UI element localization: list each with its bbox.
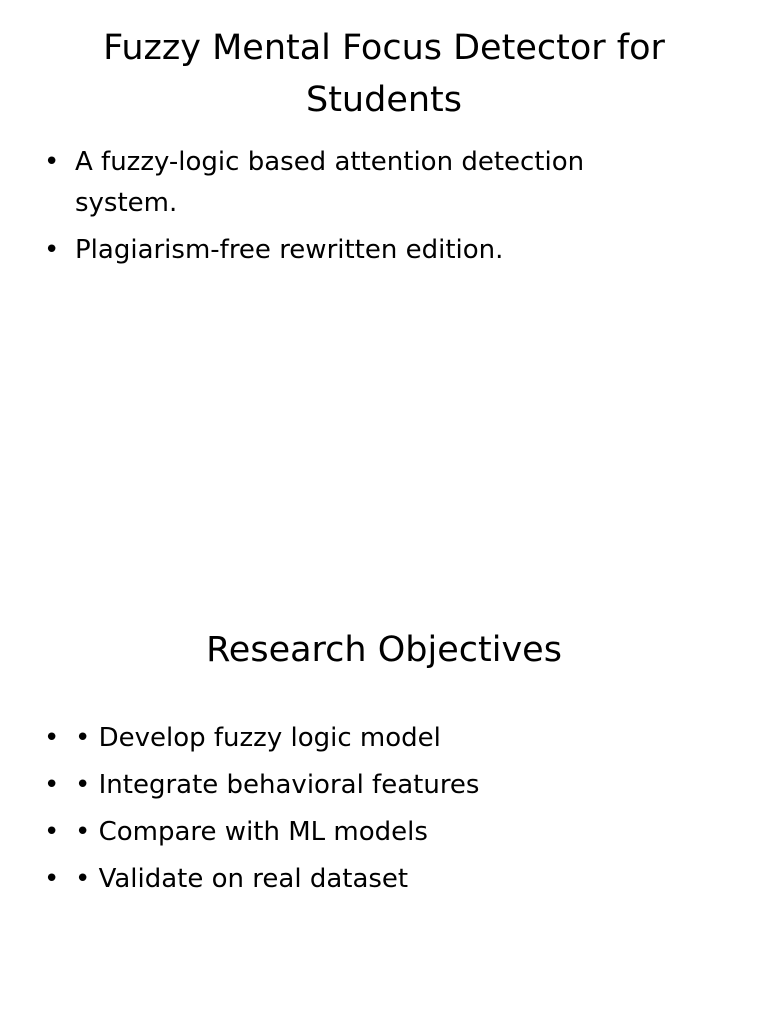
bullet-text: • Integrate behavioral features [75,770,480,800]
list-item [44,859,684,900]
bullet-icon: • [44,723,60,753]
bullet-text: • Compare with ML models [75,817,428,847]
bullet-text: • Validate on real dataset [75,864,409,894]
slide-2 [0,512,768,1024]
bullet-text: Plagiarism-free rewritten edition. [75,235,504,265]
bullet-icon: • [44,817,60,847]
slide-title: Research Objectives [206,630,562,670]
list-item [44,142,684,224]
list-item [44,230,684,271]
bullet-list [44,142,684,277]
bullet-icon: • [44,864,60,894]
bullet-text: • Develop fuzzy logic model [75,723,441,753]
bullet-text: A fuzzy-logic based attention detection system. [75,147,585,218]
bullet-icon: • [44,235,60,265]
slide-title: Fuzzy Mental Focus Detector for Students [103,28,665,120]
bullet-list [44,718,684,906]
list-item [44,718,684,759]
list-item [44,765,684,806]
bullet-icon: • [44,770,60,800]
list-item [44,812,684,853]
bullet-icon: • [44,147,60,177]
